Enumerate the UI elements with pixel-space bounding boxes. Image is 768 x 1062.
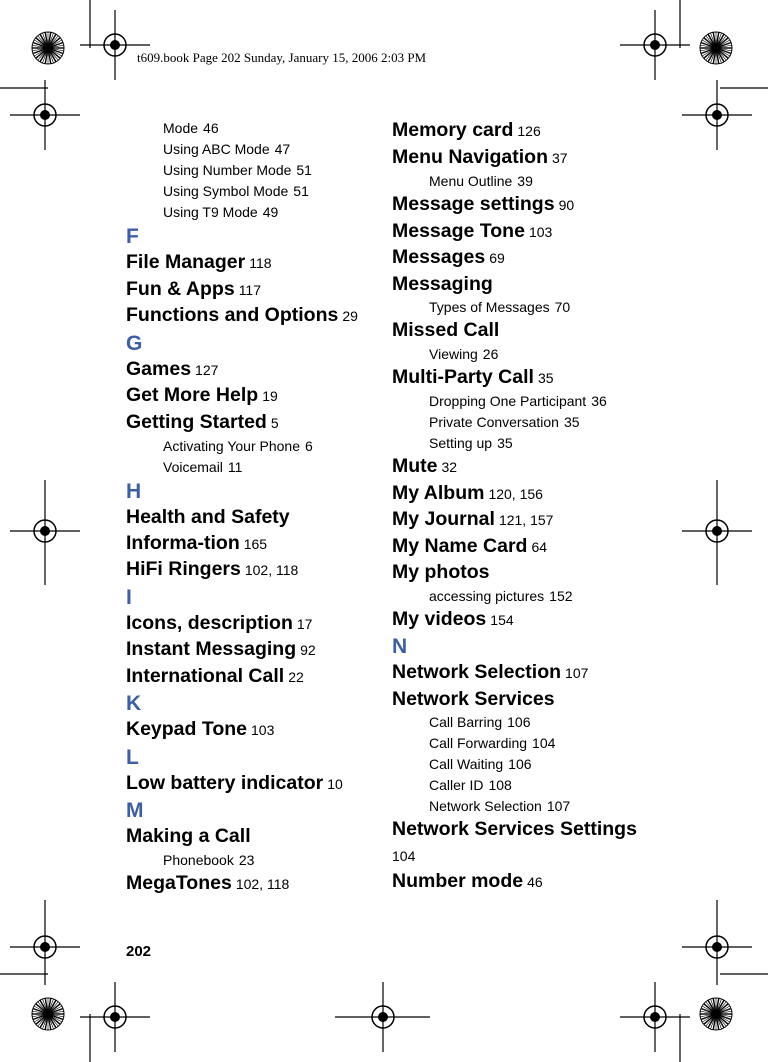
index-entry xyxy=(126,664,362,691)
index-subentry xyxy=(392,433,642,454)
index-term: Keypad Tone xyxy=(126,718,247,740)
index-letter-heading: H xyxy=(126,480,142,503)
index-entry xyxy=(126,871,362,898)
page-reference: 51 xyxy=(296,162,312,178)
index-term: Functions and Options xyxy=(126,304,339,326)
page-reference: 39 xyxy=(517,173,533,189)
page-reference: 106 xyxy=(508,756,532,772)
index-term: My Journal xyxy=(392,508,495,530)
registration-target-left-middle xyxy=(10,480,80,585)
index-entry xyxy=(126,824,362,850)
index-term: Message Tone xyxy=(392,219,525,242)
index-subentry xyxy=(126,181,362,202)
page-reference: 120, 156 xyxy=(488,485,543,502)
page-reference: 70 xyxy=(554,299,571,315)
index-letter-heading: G xyxy=(126,331,143,355)
page-reference: 127 xyxy=(195,361,219,378)
page-reference: 108 xyxy=(488,777,512,793)
page-reference: 64 xyxy=(531,538,548,555)
index-entry xyxy=(126,277,362,304)
page-reference: 106 xyxy=(507,714,531,730)
index-subentry xyxy=(126,160,362,181)
page-reference: 5 xyxy=(270,414,279,431)
page-reference: 104 xyxy=(392,847,416,864)
index-term: Get More Help xyxy=(126,384,259,406)
index-letter-heading: F xyxy=(126,225,139,248)
page-reference: 6 xyxy=(305,438,313,454)
index-entry xyxy=(392,219,642,246)
index-entry xyxy=(126,357,362,384)
page-reference: 32 xyxy=(441,459,458,475)
index-subentry xyxy=(392,733,642,754)
index-term: My photos xyxy=(392,561,490,583)
starburst-mark xyxy=(32,32,64,64)
page-reference: 117 xyxy=(238,281,262,298)
index-term: accessing pictures xyxy=(429,587,545,604)
index-term: My videos xyxy=(392,607,487,630)
index-term: Using Symbol Mode xyxy=(163,183,289,199)
index-term: Viewing xyxy=(429,345,478,362)
index-term: File Manager xyxy=(126,251,246,273)
index-subentry xyxy=(392,586,642,607)
index-term: Network Services xyxy=(392,687,555,710)
index-term: Voicemail xyxy=(163,459,223,475)
index-entry xyxy=(126,717,362,744)
index-letter-heading: L xyxy=(126,745,139,769)
registration-target-right-upper xyxy=(682,80,752,150)
page-reference: 49 xyxy=(262,204,279,220)
registration-target-right-lower xyxy=(682,900,752,985)
page-reference: 154 xyxy=(490,611,514,628)
index-term: International Call xyxy=(126,664,285,687)
page-reference: 126 xyxy=(517,123,541,139)
index-entry xyxy=(392,365,642,392)
index-term: Menu Navigation xyxy=(392,145,549,168)
index-term: Games xyxy=(126,357,192,380)
index-term: Memory card xyxy=(392,119,514,141)
page-reference: 22 xyxy=(288,668,304,685)
index-entry xyxy=(392,687,642,713)
index-term: Menu Outline xyxy=(429,173,513,189)
index-letter-heading: N xyxy=(392,635,408,658)
index-entry xyxy=(392,192,642,219)
index-subentry xyxy=(392,796,642,817)
index-term: Getting Started xyxy=(126,410,267,433)
index-entry xyxy=(392,534,642,561)
registration-target-right-middle xyxy=(682,480,752,585)
page-reference: 107 xyxy=(546,798,571,814)
index-term: My Name Card xyxy=(392,534,528,557)
index-term: Using Number Mode xyxy=(163,162,292,178)
index-term: Missed Call xyxy=(392,319,500,341)
index-column-left xyxy=(126,118,362,897)
index-entry xyxy=(392,454,642,481)
index-term: MegaTones xyxy=(126,871,232,894)
index-subentry xyxy=(126,202,362,223)
index-entry xyxy=(126,611,362,638)
index-term: Mute xyxy=(392,455,438,477)
page-reference: 17 xyxy=(296,615,313,632)
index-subentry xyxy=(392,171,642,192)
page-reference: 118 xyxy=(249,255,272,271)
registration-target-left-lower xyxy=(10,900,80,985)
index-term: Setting up xyxy=(429,435,493,451)
index-entry xyxy=(392,318,642,344)
page-reference: 107 xyxy=(565,665,589,681)
page-reference: 92 xyxy=(300,642,316,658)
page-reference: 19 xyxy=(262,388,278,404)
page-reference: 26 xyxy=(482,345,499,362)
page-reference: 35 xyxy=(537,369,554,386)
index-column-right xyxy=(392,118,642,896)
page-reference: 69 xyxy=(489,250,505,266)
registration-target-left-upper xyxy=(10,80,80,150)
index-term: My Album xyxy=(392,481,485,504)
index-entry xyxy=(392,607,642,634)
index-entry xyxy=(392,817,642,869)
index-term: Messaging xyxy=(392,272,493,295)
page-reference: 152 xyxy=(549,587,573,604)
index-term: Network Selection xyxy=(429,798,542,814)
index-subentry xyxy=(392,297,642,318)
page-number: 202 xyxy=(126,943,152,960)
page-reference: 90 xyxy=(558,197,575,213)
index-subentry xyxy=(392,712,642,733)
index-term: Call Forwarding xyxy=(429,735,528,751)
page-reference: 37 xyxy=(552,149,568,166)
index-subentry xyxy=(392,754,642,775)
index-term: Using T9 Mode xyxy=(163,204,258,220)
page-reference: 165 xyxy=(243,535,268,552)
index-term: HiFi Ringers xyxy=(126,558,241,580)
page-reference: 47 xyxy=(274,141,291,157)
index-entry xyxy=(126,383,362,410)
index-term: Messages xyxy=(392,246,486,268)
index-entry xyxy=(392,869,642,896)
index-term: Instant Messaging xyxy=(126,638,297,660)
page-reference: 104 xyxy=(532,735,556,751)
starburst-mark xyxy=(700,998,732,1030)
index-letter-heading: K xyxy=(126,692,142,715)
starburst-mark xyxy=(32,998,64,1030)
index-term: Caller ID xyxy=(429,777,484,793)
index-entry xyxy=(392,245,642,272)
index-subentry xyxy=(126,850,362,871)
page-reference: 103 xyxy=(528,223,553,240)
page-reference: 102, 118 xyxy=(244,562,299,578)
index-subentry xyxy=(392,775,642,796)
page-reference: 11 xyxy=(227,459,243,475)
index-letter-heading: I xyxy=(126,585,132,609)
index-term: Network Services Settings xyxy=(392,818,637,840)
page-reference: 46 xyxy=(203,120,219,136)
index-subentry xyxy=(392,391,642,412)
index-term: Health and Safety Informa-tion xyxy=(126,506,290,554)
index-entry xyxy=(126,637,362,664)
index-entry xyxy=(126,303,362,330)
page-reference: 103 xyxy=(251,722,275,738)
index-entry xyxy=(126,771,362,798)
index-term: Fun & Apps xyxy=(126,277,235,300)
index-term: Call Waiting xyxy=(429,756,504,772)
index-term: Making a Call xyxy=(126,825,251,847)
page-reference: 35 xyxy=(497,435,513,451)
index-term: Using ABC Mode xyxy=(163,141,270,157)
print-slug-header: t609.book Page 202 Sunday, January 15, 2006 2:03 PM xyxy=(137,50,427,65)
index-term: Mode xyxy=(163,120,199,136)
index-entry xyxy=(392,272,642,298)
starburst-mark xyxy=(700,32,732,64)
index-term: Network Selection xyxy=(392,661,562,683)
page-reference: 10 xyxy=(327,775,343,792)
index-entry xyxy=(126,505,362,557)
index-entry xyxy=(392,118,642,145)
index-entry xyxy=(392,481,642,508)
index-entry xyxy=(392,660,642,687)
registration-target-bottom-center xyxy=(335,982,430,1052)
index-entry xyxy=(126,250,362,277)
index-term: Phonebook xyxy=(163,851,234,868)
index-entry xyxy=(392,507,642,534)
index-term: Activating Your Phone xyxy=(163,438,300,454)
index-term: Private Conversation xyxy=(429,414,559,430)
index-term: Message settings xyxy=(392,193,555,215)
index-entry xyxy=(392,145,642,172)
index-subentry xyxy=(126,118,362,139)
index-subentry xyxy=(126,436,362,457)
index-term: Low battery indicator xyxy=(126,771,324,794)
index-subentry xyxy=(126,457,362,478)
index-entry xyxy=(126,557,362,584)
page-reference: 51 xyxy=(293,183,309,199)
index-subentry xyxy=(392,344,642,365)
index-letter-heading: M xyxy=(126,799,144,822)
page-reference: 29 xyxy=(342,308,358,324)
page-reference: 102, 118 xyxy=(235,875,290,892)
page-reference: 46 xyxy=(527,874,543,890)
page-reference: 36 xyxy=(591,393,607,409)
index-term: Call Barring xyxy=(429,714,503,730)
index-term: Multi-Party Call xyxy=(392,365,534,388)
index-term: Types of Messages xyxy=(429,299,550,315)
index-subentry xyxy=(126,139,362,160)
page-reference: 35 xyxy=(563,414,580,430)
index-term: Number mode xyxy=(392,870,524,892)
index-term: Dropping One Participant xyxy=(429,393,587,409)
index-entry xyxy=(392,560,642,586)
page-reference: 121, 157 xyxy=(498,512,554,528)
index-term: Icons, description xyxy=(126,611,293,634)
index-subentry xyxy=(392,412,642,433)
index-entry xyxy=(126,410,362,437)
page-reference: 23 xyxy=(238,851,255,868)
